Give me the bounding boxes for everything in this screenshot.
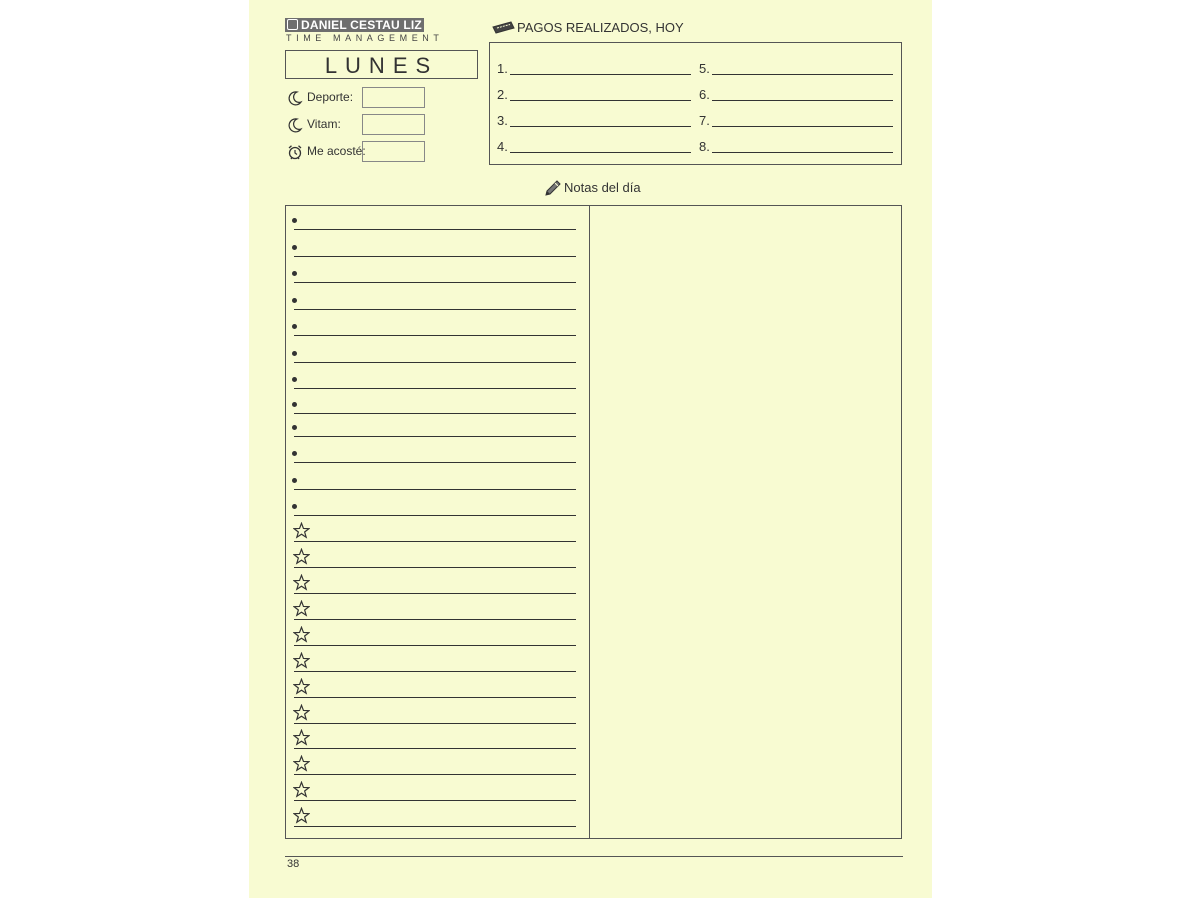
bullet-note-line[interactable] (294, 400, 576, 414)
star-icon (293, 522, 310, 539)
priority-note-line[interactable] (294, 684, 576, 698)
bullet-note-line[interactable] (294, 243, 576, 257)
bullet-note-line[interactable] (294, 476, 576, 490)
moon-icon (287, 90, 303, 106)
brand-name: DANIEL CESTAU LIZ (301, 18, 422, 32)
priority-note-line[interactable] (294, 528, 576, 542)
banknotes-icon (491, 21, 515, 34)
bullet-note-line[interactable] (294, 269, 576, 283)
priority-note-line[interactable] (294, 787, 576, 801)
payment-line[interactable]: 3. (497, 111, 697, 131)
priority-note-line[interactable] (294, 606, 576, 620)
payment-line[interactable]: 2. (497, 85, 697, 105)
free-notes-area[interactable] (591, 207, 900, 837)
star-icon (293, 807, 310, 824)
priority-note-line[interactable] (294, 580, 576, 594)
pen-icon (544, 179, 562, 197)
alarm-clock-icon (287, 144, 303, 160)
payment-line[interactable]: 4. (497, 137, 697, 157)
me-acoste-field[interactable] (362, 141, 425, 162)
bullet-note-line[interactable] (294, 322, 576, 336)
bullet-icon (292, 478, 297, 483)
star-icon (293, 678, 310, 695)
star-icon (293, 781, 310, 798)
priority-note-line[interactable] (294, 710, 576, 724)
metric-label: Me acosté: (307, 144, 366, 158)
payment-line[interactable]: 5. (699, 59, 899, 79)
metric-label: Deporte: (307, 90, 354, 104)
bullet-icon (292, 377, 297, 382)
priority-note-line[interactable] (294, 813, 576, 827)
vitam-field[interactable] (362, 114, 425, 135)
planner-page (249, 0, 932, 898)
deporte-field[interactable] (362, 87, 425, 108)
star-icon (293, 652, 310, 669)
moon-icon (287, 117, 303, 133)
priority-note-line[interactable] (294, 554, 576, 568)
priority-note-line[interactable] (294, 632, 576, 646)
star-icon (293, 755, 310, 772)
brand-clock-icon (287, 19, 298, 30)
bullet-icon (292, 451, 297, 456)
brand-logo (285, 18, 424, 32)
priority-note-line[interactable] (294, 761, 576, 775)
bullet-note-line[interactable] (294, 375, 576, 389)
payment-line[interactable]: 8. (699, 137, 899, 157)
priority-note-line[interactable] (294, 658, 576, 672)
bullet-note-line[interactable] (294, 502, 576, 516)
bullet-note-line[interactable] (294, 349, 576, 363)
bullet-icon (292, 351, 297, 356)
bullet-note-line[interactable] (294, 296, 576, 310)
bullet-icon (292, 402, 297, 407)
bullet-icon (292, 425, 297, 430)
bullet-note-line[interactable] (294, 449, 576, 463)
bullet-note-line[interactable] (294, 423, 576, 437)
star-icon (293, 574, 310, 591)
bullet-icon (292, 504, 297, 509)
payment-line[interactable]: 6. (699, 85, 899, 105)
star-icon (293, 704, 310, 721)
page-number: 38 (287, 858, 300, 870)
brand-subtitle: TIME MANAGEMENT (286, 33, 444, 43)
star-icon (293, 600, 310, 617)
bullet-icon (292, 271, 297, 276)
star-icon (293, 548, 310, 565)
bullet-note-line[interactable] (294, 216, 576, 230)
priority-note-line[interactable] (294, 735, 576, 749)
payments-title: PAGOS REALIZADOS, HOY (517, 20, 684, 35)
star-icon (293, 626, 310, 643)
payment-line[interactable]: 7. (699, 111, 899, 131)
bullet-icon (292, 245, 297, 250)
bullet-icon (292, 218, 297, 223)
star-icon (293, 729, 310, 746)
payment-line[interactable]: 1. (497, 59, 697, 79)
notes-divider (589, 205, 590, 839)
notes-title: Notas del día (564, 180, 641, 195)
payments-box (489, 42, 902, 165)
footer-rule (285, 856, 903, 857)
bullet-icon (292, 324, 297, 329)
metric-label: Vitam: (307, 117, 341, 131)
day-title: LUNES (285, 50, 478, 79)
bullet-icon (292, 298, 297, 303)
